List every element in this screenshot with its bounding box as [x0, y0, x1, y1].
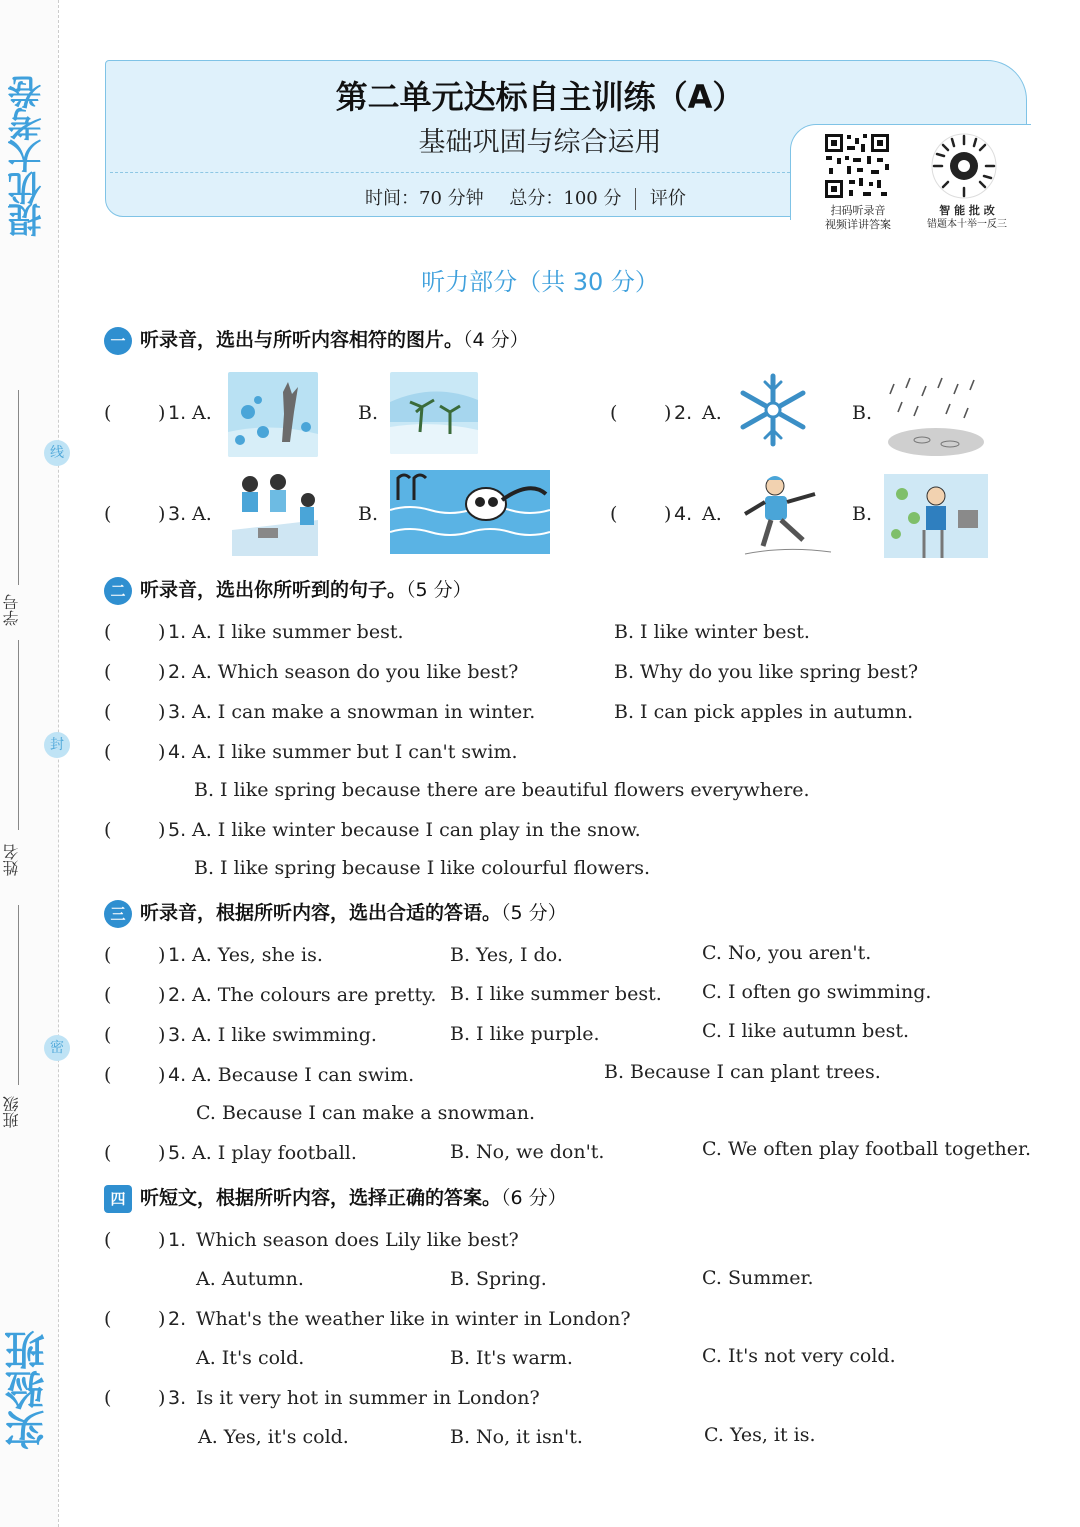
- q1-4-option-a: A.: [702, 503, 722, 525]
- question-3-points: （5 分）: [501, 902, 567, 924]
- q4-2-question: What's the weather like in winter in London?: [196, 1308, 631, 1330]
- q1-1-option-b: B.: [358, 402, 379, 424]
- q1-3-option-a: A.: [192, 503, 212, 525]
- q3-2-option-a: A. The colours are pretty.: [192, 984, 437, 1006]
- qr-caption-2-line2: 错题本十举一反三: [927, 219, 1007, 230]
- listening-section-title: 听力部分（共 30 分）: [421, 268, 659, 296]
- answer-paren-open[interactable]: (: [610, 402, 618, 424]
- student-number-label: 学号: [2, 594, 21, 626]
- q4-2-option-c: C. It's not very cold.: [702, 1345, 896, 1367]
- answer-paren-open[interactable]: (: [104, 984, 112, 1006]
- q1-3-option-b: B.: [358, 503, 379, 525]
- answer-paren-open[interactable]: (: [104, 701, 112, 723]
- answer-paren-open[interactable]: (: [104, 819, 112, 841]
- q4-1-option-b: B. Spring.: [450, 1268, 547, 1290]
- answer-paren-close: ): [158, 701, 166, 723]
- q3-5-option-a: A. I play football.: [192, 1142, 357, 1164]
- q3-5-number: 5.: [168, 1142, 187, 1164]
- q4-3-option-b: B. No, it isn't.: [450, 1426, 583, 1448]
- answer-paren-close: ): [158, 1142, 166, 1164]
- question-2-heading: [104, 575, 472, 605]
- question-1-title: 听录音，选出与所听内容相符的图片。: [140, 329, 464, 351]
- answer-paren-open[interactable]: (: [104, 1142, 112, 1164]
- brand-logo-bottom: 实验班: [5, 1330, 51, 1450]
- q2-3-number: 3.: [168, 701, 187, 723]
- answer-paren-open[interactable]: (: [104, 621, 112, 643]
- mini-program-code-icon[interactable]: [930, 132, 998, 200]
- q3-5-option-c: C. We often play football together.: [702, 1138, 1032, 1160]
- q2-1-number: 1.: [168, 621, 187, 643]
- answer-paren-close: ): [158, 944, 166, 966]
- q3-3-option-b: B. I like purple.: [450, 1023, 600, 1045]
- picnic-children-picture[interactable]: [228, 470, 322, 556]
- answer-paren-close: ): [158, 984, 166, 1006]
- question-1-badge: 一: [104, 327, 132, 355]
- q1-3-number: 3.: [168, 503, 187, 525]
- time-limit: 时间：70 分钟: [365, 188, 484, 209]
- q2-2-number: 2.: [168, 661, 187, 683]
- rain-puddle-picture[interactable]: [884, 374, 986, 460]
- q2-3-option-a: A. I can make a snowman in winter.: [192, 701, 536, 723]
- q1-1-number: 1.: [168, 402, 187, 424]
- q2-5-option-b: B. I like spring because I like colourful flowers.: [194, 857, 650, 879]
- q2-2-option-a: A. Which season do you like best?: [192, 661, 519, 683]
- answer-paren-open[interactable]: (: [104, 1387, 112, 1409]
- question-2-title: 听录音，选出你所听到的句子。: [140, 579, 407, 601]
- q4-3-question: Is it very hot in summer in London?: [196, 1387, 540, 1409]
- answer-paren-open[interactable]: (: [104, 944, 112, 966]
- q3-3-option-c: C. I like autumn best.: [702, 1020, 909, 1042]
- question-1-heading: [104, 325, 529, 355]
- answer-paren-open[interactable]: (: [104, 1229, 112, 1251]
- q1-2-option-b: B.: [852, 402, 873, 424]
- q4-3-option-a: A. Yes, it's cold.: [198, 1426, 349, 1448]
- seal-line: 线: [44, 440, 70, 466]
- q4-3-number: 3.: [168, 1387, 187, 1409]
- question-4-badge: 四: [104, 1185, 132, 1213]
- question-4-title: 听短文，根据所听内容，选择正确的答案。: [140, 1187, 502, 1209]
- skating-boy-picture[interactable]: [735, 474, 835, 558]
- q4-1-option-c: C. Summer.: [702, 1267, 814, 1289]
- meta-separator: [635, 188, 636, 210]
- q2-4-option-b: B. I like spring because there are beautiful flowers everywhere.: [194, 779, 810, 801]
- q1-2-option-a: A.: [702, 402, 722, 424]
- q2-5-number: 5.: [168, 819, 187, 841]
- answer-paren-open[interactable]: (: [104, 1308, 112, 1330]
- q1-4-number: 4.: [674, 503, 693, 525]
- q3-3-number: 3.: [168, 1024, 187, 1046]
- question-3-heading: [104, 898, 567, 928]
- q2-5-option-a: A. I like winter because I can play in the snow.: [192, 819, 641, 841]
- q2-2-option-b: B. Why do you like spring best?: [614, 661, 919, 683]
- answer-paren-open[interactable]: (: [104, 1064, 112, 1086]
- answer-paren-close: ): [158, 1229, 166, 1251]
- q2-1-option-b: B. I like winter best.: [614, 621, 810, 643]
- autumn-tree-picture[interactable]: [228, 372, 318, 457]
- apple-picking-picture[interactable]: [884, 474, 988, 558]
- answer-paren-close: ): [158, 621, 166, 643]
- q3-5-option-b: B. No, we don't.: [450, 1141, 605, 1163]
- answer-paren-close: ): [158, 1387, 166, 1409]
- answer-paren-close: ): [664, 503, 672, 525]
- q2-3-option-b: B. I can pick apples in autumn.: [614, 701, 914, 723]
- q3-4-option-b: B. Because I can plant trees.: [604, 1061, 881, 1083]
- qr-caption-1: [810, 204, 906, 232]
- answer-paren-open[interactable]: (: [104, 661, 112, 683]
- seal-secret: 密: [44, 1035, 70, 1061]
- q2-4-option-a: A. I like summer but I can't swim.: [192, 741, 518, 763]
- question-3-title: 听录音，根据所听内容，选出合适的答语。: [140, 902, 502, 924]
- header-divider: [110, 172, 790, 173]
- total-score: 总分：100 分: [509, 188, 622, 209]
- answer-paren-close: ): [158, 503, 166, 525]
- answer-paren-close: ): [158, 1308, 166, 1330]
- answer-paren-close: ): [158, 819, 166, 841]
- q1-1-option-a: A.: [192, 402, 212, 424]
- q4-3-option-c: C. Yes, it is.: [704, 1424, 816, 1446]
- answer-paren-close: ): [664, 402, 672, 424]
- question-2-points: （5 分）: [406, 579, 472, 601]
- qr-caption-1-line2: 视频详讲答案: [825, 218, 891, 231]
- answer-paren-close: ): [158, 1064, 166, 1086]
- qr-code-icon[interactable]: [823, 132, 891, 200]
- q4-2-option-b: B. It's warm.: [450, 1347, 573, 1369]
- q1-2-number: 2.: [674, 402, 693, 424]
- q2-1-option-a: A. I like summer best.: [192, 621, 404, 643]
- q3-2-number: 2.: [168, 984, 187, 1006]
- answer-paren-close: ): [158, 402, 166, 424]
- q3-1-number: 1.: [168, 944, 187, 966]
- q2-4-number: 4.: [168, 741, 187, 763]
- seal-seal: 封: [44, 732, 70, 758]
- answer-paren-open[interactable]: (: [104, 503, 112, 525]
- class-label: 班级: [2, 1096, 21, 1128]
- q3-1-option-b: B. Yes, I do.: [450, 944, 563, 966]
- q4-2-number: 2.: [168, 1308, 187, 1330]
- answer-paren-close: ): [158, 1024, 166, 1046]
- q4-1-question: Which season does Lily like best?: [196, 1229, 519, 1251]
- qr-caption-2: [912, 204, 1022, 232]
- class-line: [18, 905, 19, 1085]
- page-title: 第二单元达标自主训练（A）: [335, 78, 745, 116]
- cut-line: [58, 0, 59, 1527]
- q3-3-option-a: A. I like swimming.: [192, 1024, 377, 1046]
- qr-caption-1-line1: 扫码听录音: [830, 204, 886, 217]
- answer-paren-close: ): [158, 741, 166, 763]
- student-number-line: [18, 390, 19, 585]
- q3-2-option-c: C. I often go swimming.: [702, 981, 932, 1003]
- evaluation-label: 评价: [649, 188, 686, 209]
- q3-2-option-b: B. I like summer best.: [450, 983, 662, 1005]
- qr-caption-2-line1: 智 能 批 改: [939, 204, 995, 217]
- exam-meta: [365, 184, 706, 210]
- snowflake-picture[interactable]: [735, 372, 811, 448]
- question-1-points: （4 分）: [463, 329, 529, 351]
- q3-1-option-c: C. No, you aren't.: [702, 942, 872, 964]
- question-2-badge: 二: [104, 577, 132, 605]
- question-4-points: （6 分）: [501, 1187, 567, 1209]
- question-4-heading: [104, 1183, 567, 1213]
- q4-1-option-a: A. Autumn.: [196, 1268, 304, 1290]
- swimming-picture[interactable]: [390, 470, 550, 554]
- summer-beach-picture[interactable]: [390, 372, 478, 454]
- question-3-badge: 三: [104, 900, 132, 928]
- answer-paren-open[interactable]: (: [104, 402, 112, 424]
- page-subtitle: 基础巩固与综合运用: [418, 127, 662, 158]
- q3-4-number: 4.: [168, 1064, 187, 1086]
- q3-1-option-a: A. Yes, she is.: [192, 944, 323, 966]
- name-line: [18, 640, 19, 830]
- answer-paren-open[interactable]: (: [104, 1024, 112, 1046]
- q4-1-number: 1.: [168, 1229, 187, 1251]
- q1-4-option-b: B.: [852, 503, 873, 525]
- q4-2-option-a: A. It's cold.: [196, 1347, 305, 1369]
- answer-paren-open[interactable]: (: [104, 741, 112, 763]
- answer-paren-close: ): [158, 661, 166, 683]
- answer-paren-open[interactable]: (: [610, 503, 618, 525]
- q3-4-option-c: C. Because I can make a snowman.: [196, 1102, 535, 1124]
- q3-4-option-a: A. Because I can swim.: [192, 1064, 415, 1086]
- brand-logo-top: 提优大考卷: [8, 77, 48, 237]
- name-label: 姓名: [2, 844, 21, 876]
